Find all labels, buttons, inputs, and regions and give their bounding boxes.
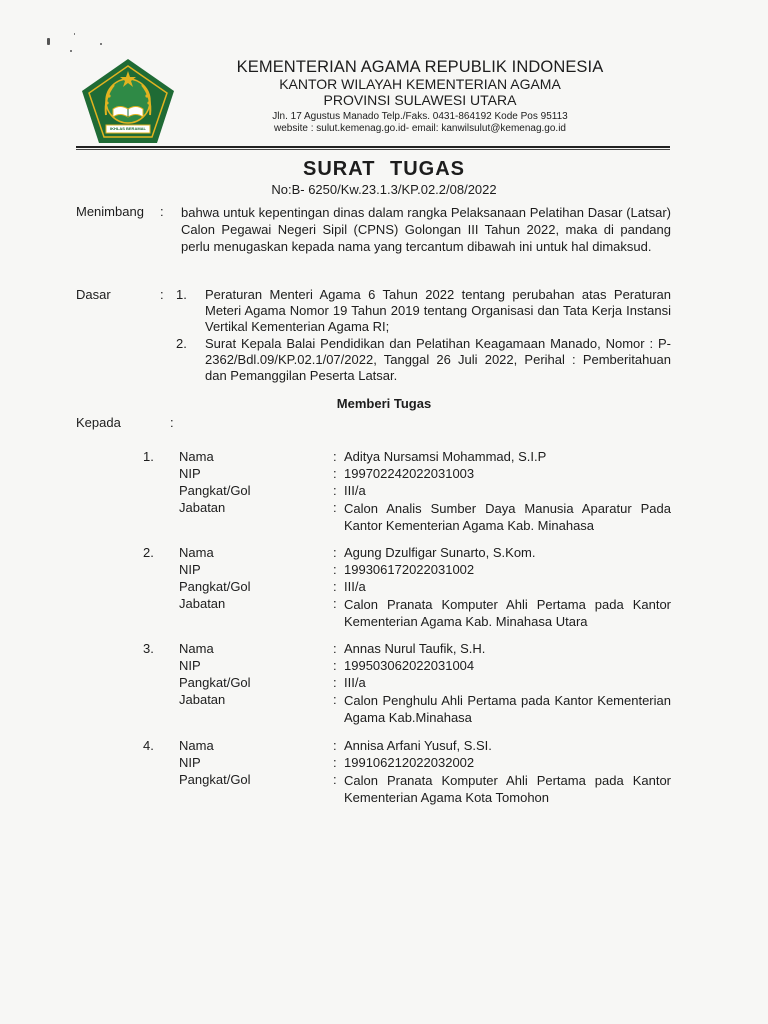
field-value: Calon Pranata Komputer Ahli Pertama pada Kantor Kementerian Agama Kab. Minahasa Utara [344, 597, 671, 629]
field-colon: : [333, 675, 337, 690]
field-colon: : [333, 692, 337, 707]
kemenag-logo-icon [80, 57, 176, 145]
field-colon: : [333, 449, 337, 464]
person-number: 1. [143, 449, 154, 464]
field-value: 199503062022031004 [344, 658, 475, 673]
field-label: NIP [179, 466, 201, 481]
field-label: NIP [179, 755, 201, 770]
field-value: III/a [344, 579, 366, 594]
kepada-label: Kepada [76, 415, 121, 430]
field-colon: : [333, 579, 337, 594]
field-label: Pangkat/Gol [179, 483, 251, 498]
field-colon: : [333, 562, 337, 577]
logo-ribbon-text: IKHLAS BERAMAL [110, 126, 146, 131]
field-value: Annisa Arfani Yusuf, S.SI. [344, 738, 492, 753]
field-value: III/a [344, 483, 366, 498]
field-label: Pangkat/Gol [179, 675, 251, 690]
menimbang-text: bahwa untuk kepentingan dinas dalam rangka Pelaksanaan Pelatihan Dasar (Latsar) Calon Pegawai Negeri Sipil (CPNS) Golongan III Tahun 2022, maka di pandang perlu menugaskan kepada nama yang tercantum dibawah ini untuk hal dimaksud. [181, 205, 671, 254]
field-colon: : [333, 545, 337, 560]
field-label: Nama [179, 545, 214, 560]
dasar-item-number: 2. [176, 336, 187, 351]
field-value: Calon Pranata Komputer Ahli Pertama pada Kantor Kementerian Agama Kota Tomohon [344, 773, 671, 805]
field-label: Jabatan [179, 596, 226, 611]
field-label: Nama [179, 449, 214, 464]
field-colon: : [333, 641, 337, 656]
field-colon: : [333, 772, 337, 787]
field-value: Agung Dzulfigar Sunarto, S.Kom. [344, 545, 536, 560]
field-value: 199106212022032002 [344, 755, 475, 770]
field-label: NIP [179, 562, 201, 577]
field-colon: : [333, 500, 337, 515]
document-title: SURAT TUGAS [303, 158, 465, 180]
menimbang-label: Menimbang [76, 204, 144, 219]
office-name: KANTOR WILAYAH KEMENTERIAN AGAMA [279, 76, 561, 92]
dasar-item-text: Peraturan Menteri Agama 6 Tahun 2022 tentang perubahan atas Peraturan Meteri Agama Nomor 19 Tahun 2019 tentang Organisasi dan Tata Kerja Instansi Vertikal Kementerian Agama RI; [205, 287, 671, 334]
letterhead-rule-thick [76, 146, 670, 148]
field-label: Pangkat/Gol [179, 772, 251, 787]
letterhead [210, 58, 630, 135]
dasar-item-number: 1. [176, 287, 187, 302]
memberi-tugas-heading: Memberi Tugas [336, 396, 432, 411]
person-number: 4. [143, 738, 154, 753]
field-colon: : [333, 466, 337, 481]
field-value: 199702242022031003 [344, 466, 475, 481]
office-website: website : sulut.kemenag.go.id- email: kanwilsulut@kemenag.go.id [274, 123, 566, 134]
field-colon: : [333, 658, 337, 673]
field-label: NIP [179, 658, 201, 673]
dasar-colon: : [160, 287, 164, 302]
person-number: 3. [143, 641, 154, 656]
field-value: Annas Nurul Taufik, S.H. [344, 641, 486, 656]
dasar-label: Dasar [76, 287, 111, 302]
field-value: Aditya Nursamsi Mohammad, S.I.P [344, 449, 547, 464]
field-colon: : [333, 738, 337, 753]
letterhead-rule-thin [76, 149, 670, 150]
field-label: Pangkat/Gol [179, 579, 251, 594]
ministry-name: KEMENTERIAN AGAMA REPUBLIK INDONESIA [236, 58, 604, 76]
field-label: Nama [179, 738, 214, 753]
province-name: PROVINSI SULAWESI UTARA [323, 92, 517, 108]
office-address: Jln. 17 Agustus Manado Telp./Faks. 0431-864192 Kode Pos 95113 [272, 111, 568, 122]
field-value: III/a [344, 675, 366, 690]
field-label: Jabatan [179, 692, 226, 707]
field-value: 199306172022031002 [344, 562, 475, 577]
field-colon: : [333, 596, 337, 611]
field-label: Nama [179, 641, 214, 656]
dasar-item-text: Surat Kepala Balai Pendidikan dan Pelatihan Keagamaan Manado, Nomor : P-2362/Bdl.09/KP.02.1/07/2022, Tanggal 26 Juli 2022, Perihal : Pemberitahuan dan Pemanggilan Peserta Latsar. [205, 336, 671, 383]
field-colon: : [333, 483, 337, 498]
person-number: 2. [143, 545, 154, 560]
field-value: Calon Penghulu Ahli Pertama pada Kantor Kementerian Agama Kab.Minahasa [344, 693, 671, 725]
field-colon: : [333, 755, 337, 770]
document-number: No:B- 6250/Kw.23.1.3/KP.02.2/08/2022 [271, 182, 497, 197]
menimbang-colon: : [160, 204, 164, 219]
field-label: Jabatan [179, 500, 226, 515]
field-value: Calon Analis Sumber Daya Manusia Aparatur Pada Kantor Kementerian Agama Kab. Minahasa [344, 501, 671, 533]
kepada-colon: : [170, 415, 174, 430]
